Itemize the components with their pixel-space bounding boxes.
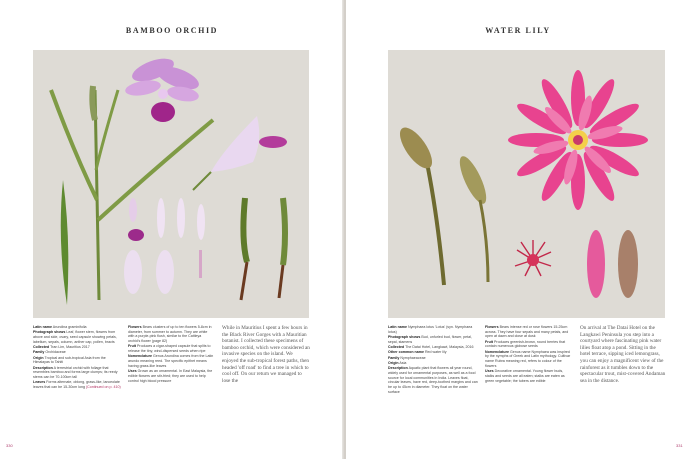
spec-flowers: Flowers Bears clusters of up to ten flowers 5-8cm in diameter, from summer to autumn. They are white with a purple-pink flush, similar to the Cattleya orchid's flower (page 82) (128, 325, 212, 344)
spec-flowers: Flowers Bears intense red or rose flowers 15-25cm across. They have four sepals and many petals, and open at dawn and close at dusk (485, 325, 569, 339)
specs-column-1 (388, 325, 478, 395)
page-title: BAMBOO ORCHID (125, 26, 219, 35)
spec-description: Description Aquatic plant that flowers all year round, widely used for ornamental purposes, as well as a food source for local communities in India. Leaves float, circular leaves, have red, deep-toothed margins and can be up to 45cm in diameter. They float on the water surface (388, 366, 478, 394)
continued-link[interactable]: (Continued on p. 410) (85, 385, 121, 389)
narrative-text: On arrival at The Datai Hotel on the Langkawi Peninsula you step into a courtyard where fascinating pink water lilies float atop a pond. Sitting in the hotel terrace, sipping iced lemongrass, you can enjoy a magnificent view of the rainforest as it tumbles down to the spectacular trout, mist-covered Andaman sea in the distance. (580, 325, 666, 384)
narrative-text: While in Mauritius I spent a few hours in the Black River Gorges with a Mauritian botanist. I collected these specimens of bamboo orchid, which were considered an invasive species on the island. We enjoyed the sub-tropical forest paths, then headed 'off road' to find a tree in which to cool off. On our return we managed to lose the (222, 325, 310, 384)
spec-origin: Origin Asia (388, 360, 407, 365)
spec-collected: Collected The Datai Hotel, Langkawi, Malaysia, 2016 (388, 345, 474, 349)
spec-other-common-name: Other common name Red water lily (388, 350, 447, 355)
spec-description: Description A terrestrial orchid with foliage that resembles bamboo and forms large clumps; its reedy stems can be 70-100cm tall (33, 365, 118, 379)
spec-leaves: Leaves Forms alternate, oblong, grass-like, lanceolate leaves that can be 15-30cm long (Continued on p. 410) (33, 380, 121, 389)
page-number: 331 (676, 443, 683, 448)
spec-nomenclature: Nomenclature Genus name Nymphaea was inspired by the nymphs of Greek and Latin mythology. Cultivar name Rubra meaning red, refers to colour of the flowers (485, 349, 571, 368)
spec-latin-name: Latin name Arundina graminifolia (33, 325, 87, 329)
bamboo-orchid-illustration (33, 50, 309, 318)
water-lily-photo (388, 50, 665, 318)
spec-collected: Collected Tran Lim, Mauritius 2017 (33, 345, 90, 349)
spec-uses: Uses Grown as an ornamental. In East Malaysia, the edible flowers are stir-fried; they are used to help control high blood pressure (128, 369, 213, 383)
spec-nomenclature: Nomenclature Genus Arundina comes from the Latin arundo meaning reed. The specific epithet means having grass-like leaves (128, 354, 214, 368)
specs-column-2 (485, 325, 573, 384)
page-number: 330 (6, 443, 13, 448)
spec-origin: Origin Tropical and sub-tropical Asia from the Himalayas to Tahiti (33, 355, 106, 365)
spec-family: Family Nymphaeaceae (388, 355, 426, 360)
specs-column-2 (128, 325, 214, 384)
bamboo-orchid-photo (33, 50, 309, 318)
water-lily-illustration (388, 50, 665, 318)
spec-uses: Uses Decorative ornamental. Young flower buds, stalks and seeds are all eaten; stalks are eaten as green vegetable; the tubers are edible (485, 369, 565, 383)
spec-photograph-shows: Photograph shows Leaf, flower stem, flowers from above and side, ovary, seed capsule showing petals, labellum, sepals, column, anther cap, pollen, bracts (33, 330, 117, 344)
spec-fruit: Fruit Produces greenish-brown, round berries that contain numerous globose seeds (485, 339, 566, 349)
left-page (0, 0, 344, 459)
spec-photograph-shows: Photograph shows Bud, unfurled bud, flower, petal, sepal, stamens (388, 335, 472, 344)
page-title: WATER LILY (485, 26, 551, 35)
spec-family: Family Orchidaceae (33, 350, 66, 355)
spec-latin-name: Latin name Nymphaea lotus 'Lotus' (syn. Nymphaea lotus) (388, 325, 473, 334)
right-page (346, 0, 690, 459)
specs-column-1 (33, 325, 121, 390)
spec-fruit: Fruit Produces a cigar-shaped capsule that splits to release the tiny, wind-dispersed seeds when ripe (128, 344, 211, 354)
